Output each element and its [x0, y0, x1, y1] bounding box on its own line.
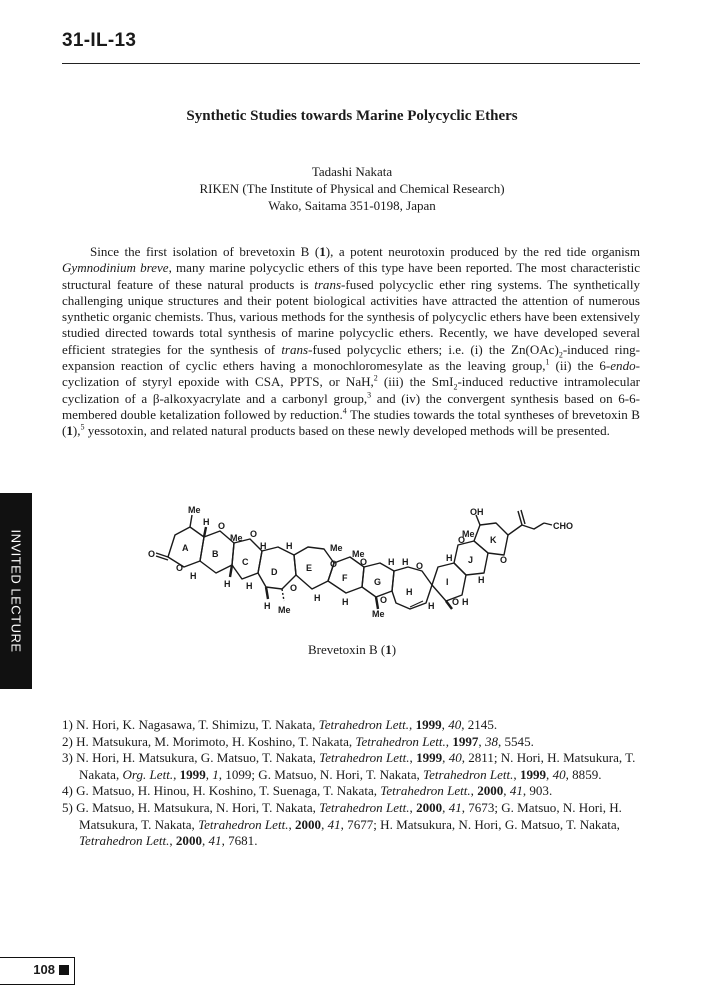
atom-o-d: O — [290, 583, 298, 593]
atom-h-gh: H — [388, 557, 395, 567]
atom-h-cd: H — [260, 541, 267, 551]
author-affiliation: RIKEN (The Institute of Physical and Chemical Research) — [199, 181, 505, 196]
page-number: 108 — [33, 962, 55, 977]
atom-h-ij: H — [446, 553, 453, 563]
reference-item: 3) N. Hori, H. Matsukura, G. Matsuo, T. Nakata, Tetrahedron Lett., 1999, 40, 2811; N. Hori, H. Matsukura, T. Nakata, Org. Lett., 1999, 1, 1099; G. Matsuo, N. Hori, T. Nakata, Tetrahedron Lett., 1999, 40, 8859. — [62, 750, 636, 782]
ring-bonds — [156, 510, 552, 609]
reference-item: 2) H. Matsukura, M. Morimoto, H. Koshino, T. Nakata, Tetrahedron Lett., 1997, 38, 5545. — [62, 733, 534, 749]
atom-o-c: O — [250, 529, 258, 539]
atom-h-c2: H — [246, 581, 253, 591]
atom-me-j: Me — [462, 529, 475, 539]
header-rule — [62, 63, 640, 64]
ring-label-g: G — [374, 577, 382, 587]
atom-o-i: O — [452, 597, 460, 607]
atom-h-i2: H — [462, 597, 469, 607]
atom-me-a: Me — [188, 505, 201, 515]
ring-label-e: E — [306, 563, 313, 573]
atom-h-ab: H — [203, 517, 210, 527]
atom-o-a: O — [176, 563, 184, 573]
session-code: 31-IL-13 — [62, 30, 137, 51]
atom-h-bc: H — [224, 579, 231, 589]
ring-label-k: K — [490, 535, 497, 545]
atom-o-carbonyl: O — [148, 549, 156, 559]
structure-caption: Brevetoxin B (1) — [307, 642, 397, 657]
atom-o-e: O — [330, 559, 338, 569]
atom-h-d2: H — [264, 601, 271, 611]
side-tab — [0, 493, 32, 689]
atom-me-g: Me — [372, 609, 385, 619]
atom-o-b: O — [218, 521, 226, 531]
ring-label-b: B — [212, 549, 219, 559]
ring-label-j: J — [468, 555, 474, 565]
atom-h-a2: H — [190, 571, 197, 581]
brevetoxin-b-structure — [140, 505, 580, 625]
ring-label-h: H — [406, 587, 413, 597]
atom-h-ef: H — [314, 593, 321, 603]
ring-e — [294, 547, 334, 589]
author-name: Tadashi Nakata — [311, 164, 393, 179]
atom-h-h1: H — [402, 557, 409, 567]
ring-label-a: A — [182, 543, 189, 553]
page-number-box — [0, 957, 75, 985]
reference-item: 4) G. Matsuo, H. Hinou, H. Koshino, T. Suenaga, T. Nakata, Tetrahedron Lett., 2000, 41, 903. — [62, 783, 553, 799]
atom-o-j: O — [458, 535, 466, 545]
atom-me-e: Me — [330, 543, 343, 553]
ring-label-d: D — [271, 567, 278, 577]
reference-list — [62, 717, 640, 850]
atom-o-h: O — [416, 561, 424, 571]
author-block — [62, 163, 642, 214]
atom-h-hi: H — [428, 601, 435, 611]
atom-me-d: Me — [278, 605, 291, 615]
abstract-paragraph: Since the first isolation of brevetoxin B (1), a potent neurotoxin produced by the red tide organism Gymnodinium breve, many marine polycyclic ethers of this type have been reported. The most characteristic structural feature of these natural products is trans-fused polycyclic ether ring systems. The synthetically challenging unique structures and their potent biological activities have attracted the attention of numerous synthetic organic chemists. Thus, various methods for the synthesis of polycyclic ethers have been extensively studied directed towards total synthesis of marine polycyclic ethers. Recently, we have developed several efficient strategies for the synthesis of trans-fused polycyclic ethers; i.e. (i) the $Zn(OAc)_2$-induced ring-expansion reaction of cyclic ethers having a monochloromesylate as the leaving group,$^1$ (ii) the 6-endo-cyclization of styryl epoxide with CSA, PPTS, or NaH,$^2$ (iii) the SmI$_2$-induced reductive intramolecular cyclization of a β-alkoxyacrylate and a carbonyl group,$^3$ and (iv) the convergent synthesis based on 6-6-membered double ketalization followed by reduction.$^4$ The studies towards the total syntheses of brevetoxin B (1),$^5$ yessotoxin, and related natural products based on these newly developed methods will be presented. — [62, 244, 641, 439]
reference-item: 1) N. Hori, K. Nagasawa, T. Shimizu, T. Nakata, Tetrahedron Lett., 1999, 40, 2145. — [62, 717, 498, 732]
atom-o-g: O — [380, 595, 388, 605]
atom-h-j2: H — [478, 575, 485, 585]
atom-labels — [148, 505, 573, 619]
paper-title: Synthetic Studies towards Marine Polycyclic Ethers — [186, 108, 518, 124]
ring-label-f: F — [342, 573, 348, 583]
atom-o-f: O — [360, 557, 368, 567]
atom-h-de: H — [286, 541, 293, 551]
atom-me-b: Me — [230, 533, 243, 543]
side-tab-label: INVITED LECTURE — [8, 529, 24, 653]
atom-cho: CHO — [553, 521, 573, 531]
ring-label-c: C — [242, 557, 249, 567]
reference-item: 5) G. Matsuo, H. Matsukura, N. Hori, T. Nakata, Tetrahedron Lett., 2000, 41, 7673; G. Matsuo, N. Hori, H. Matsukura, T. Nakata, Tetrahedron Lett., 2000, 41, 7677; H. Matsukura, N. Hori, G. Matsuo, T. Nakata, Tetrahedron Lett., 2000, 41, 7681. — [62, 799, 622, 849]
ring-i — [432, 563, 466, 601]
atom-h-fg: H — [342, 597, 349, 607]
page-marker-square — [59, 965, 69, 975]
atom-me-f: Me — [352, 549, 365, 559]
atom-oh: OH — [470, 507, 484, 517]
ring-label-i: I — [446, 577, 449, 587]
author-address: Wako, Saitama 351-0198, Japan — [268, 198, 436, 213]
atom-o-k: O — [500, 555, 508, 565]
